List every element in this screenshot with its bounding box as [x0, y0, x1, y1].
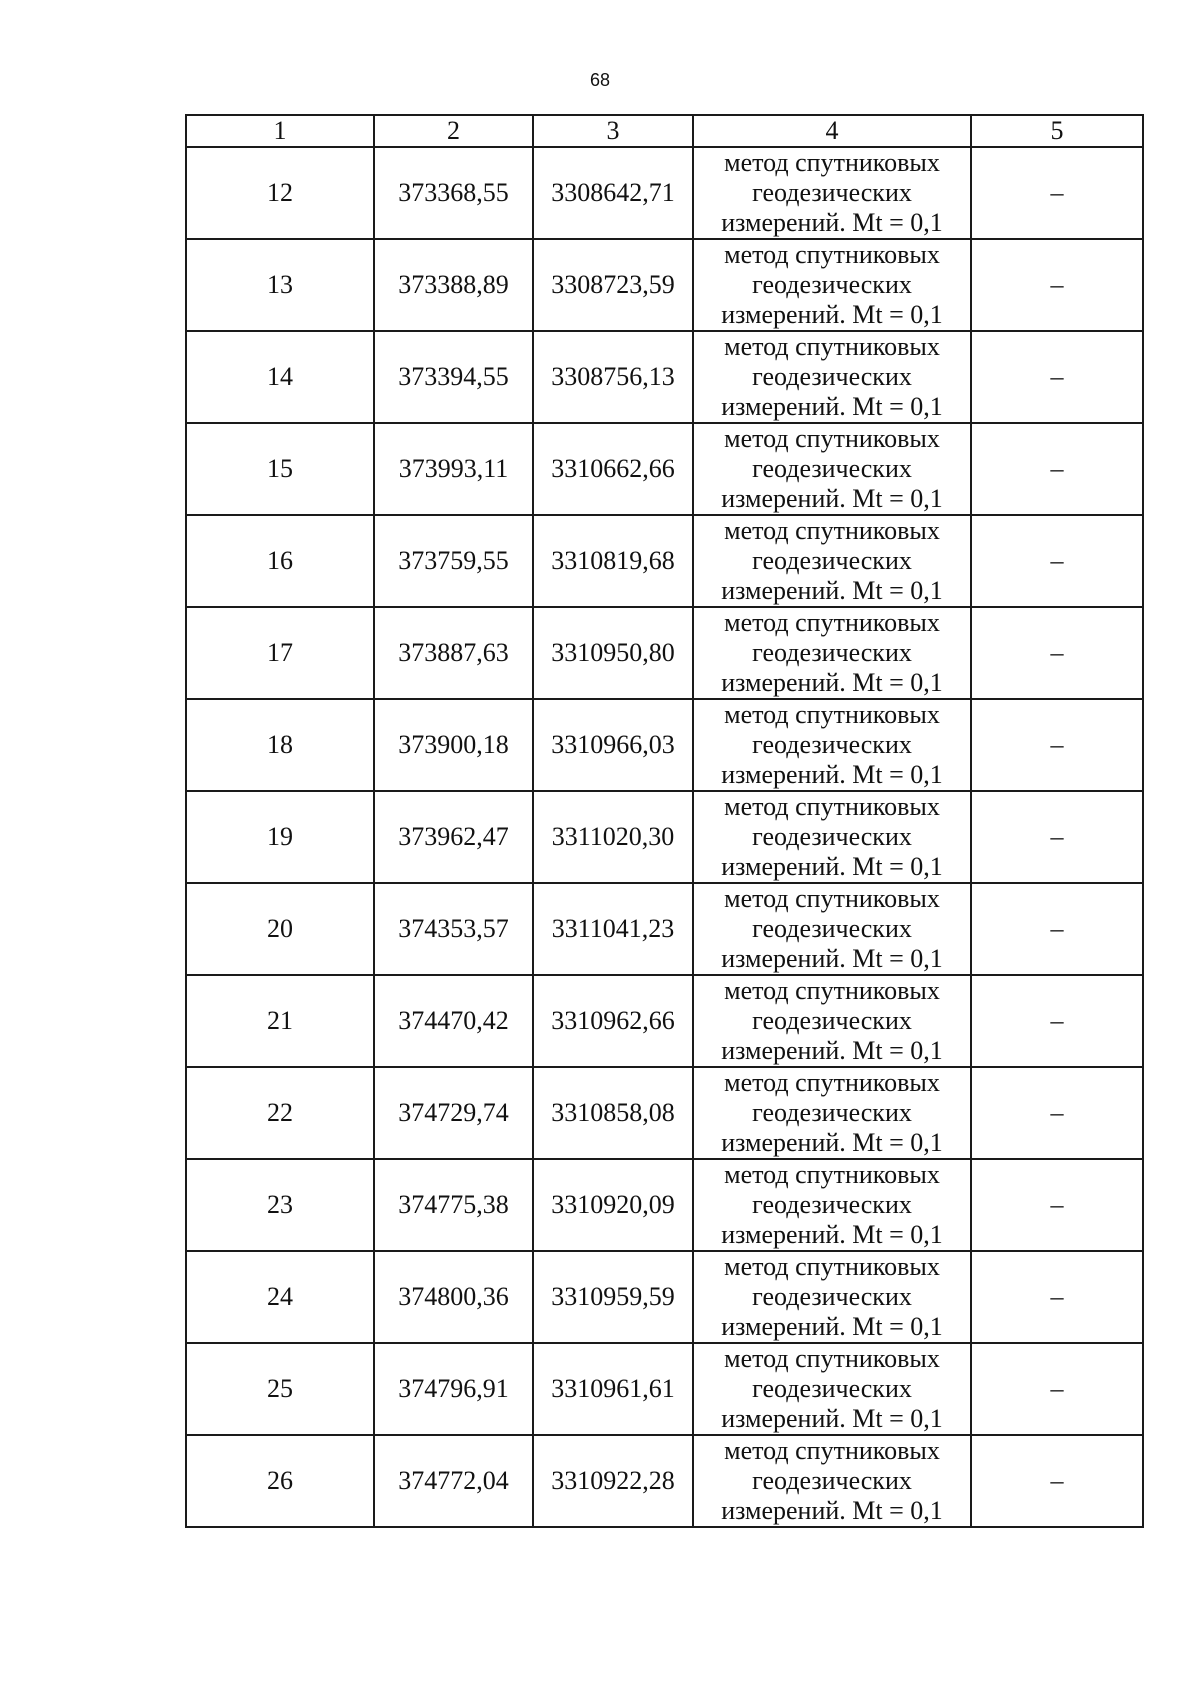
method-cell — [693, 607, 971, 699]
note-cell: – — [971, 699, 1143, 791]
table-row — [186, 239, 1143, 331]
method-cell — [693, 699, 971, 791]
method-line: геодезических — [752, 822, 912, 851]
method-line: метод спутниковых — [724, 332, 940, 361]
y-coordinate-cell: 3310959,59 — [533, 1251, 693, 1343]
point-number-cell: 14 — [186, 331, 374, 423]
table-row — [186, 423, 1143, 515]
method-line: измерений. Mt = 0,1 — [721, 944, 943, 973]
method-line: метод спутниковых — [724, 1344, 940, 1373]
method-line: измерений. Mt = 0,1 — [721, 1404, 943, 1433]
method-line: метод спутниковых — [724, 1436, 940, 1465]
method-line: геодезических — [752, 914, 912, 943]
method-line: метод спутниковых — [724, 792, 940, 821]
x-coordinate-cell: 373993,11 — [374, 423, 533, 515]
method-line: геодезических — [752, 178, 912, 207]
note-cell: – — [971, 147, 1143, 239]
table-body — [186, 147, 1143, 1527]
point-number-cell: 19 — [186, 791, 374, 883]
page-number: 68 — [589, 70, 611, 90]
method-line: измерений. Mt = 0,1 — [721, 1220, 943, 1249]
point-number-cell: 16 — [186, 515, 374, 607]
method-cell — [693, 1067, 971, 1159]
y-coordinate-cell: 3310922,28 — [533, 1435, 693, 1527]
column-header: 3 — [533, 115, 693, 147]
method-line: метод спутниковых — [724, 1160, 940, 1189]
method-line: метод спутниковых — [724, 240, 940, 269]
y-coordinate-cell: 3310662,66 — [533, 423, 693, 515]
header-row — [186, 115, 1143, 147]
point-number-cell: 12 — [186, 147, 374, 239]
point-number-cell: 23 — [186, 1159, 374, 1251]
method-line: измерений. Mt = 0,1 — [721, 668, 943, 697]
table-row — [186, 1159, 1143, 1251]
method-line: измерений. Mt = 0,1 — [721, 484, 943, 513]
point-number-cell: 15 — [186, 423, 374, 515]
y-coordinate-cell: 3311020,30 — [533, 791, 693, 883]
method-cell — [693, 975, 971, 1067]
method-cell — [693, 883, 971, 975]
x-coordinate-cell: 373900,18 — [374, 699, 533, 791]
method-line: метод спутниковых — [724, 1252, 940, 1281]
table-row — [186, 147, 1143, 239]
point-number-cell: 18 — [186, 699, 374, 791]
method-line: измерений. Mt = 0,1 — [721, 852, 943, 881]
x-coordinate-cell: 374353,57 — [374, 883, 533, 975]
method-line: геодезических — [752, 1190, 912, 1219]
note-cell: – — [971, 1251, 1143, 1343]
table-row — [186, 1251, 1143, 1343]
note-cell: – — [971, 607, 1143, 699]
x-coordinate-cell: 373394,55 — [374, 331, 533, 423]
note-cell: – — [971, 331, 1143, 423]
method-line: метод спутниковых — [724, 884, 940, 913]
method-line: геодезических — [752, 1466, 912, 1495]
point-number-cell: 25 — [186, 1343, 374, 1435]
method-line: измерений. Mt = 0,1 — [721, 300, 943, 329]
table-row — [186, 883, 1143, 975]
point-number-cell: 21 — [186, 975, 374, 1067]
method-line: метод спутниковых — [724, 424, 940, 453]
note-cell: – — [971, 1159, 1143, 1251]
x-coordinate-cell: 373962,47 — [374, 791, 533, 883]
method-line: метод спутниковых — [724, 516, 940, 545]
point-number-cell: 22 — [186, 1067, 374, 1159]
method-cell — [693, 791, 971, 883]
point-number-cell: 24 — [186, 1251, 374, 1343]
method-line: геодезических — [752, 1374, 912, 1403]
method-line: геодезических — [752, 546, 912, 575]
y-coordinate-cell: 3310966,03 — [533, 699, 693, 791]
method-cell — [693, 1435, 971, 1527]
x-coordinate-cell: 374729,74 — [374, 1067, 533, 1159]
method-line: измерений. Mt = 0,1 — [721, 1496, 943, 1525]
coordinates-table — [185, 114, 1144, 1528]
method-line: метод спутниковых — [724, 976, 940, 1005]
method-cell — [693, 1251, 971, 1343]
y-coordinate-cell: 3310962,66 — [533, 975, 693, 1067]
method-line: измерений. Mt = 0,1 — [721, 1036, 943, 1065]
point-number-cell: 20 — [186, 883, 374, 975]
note-cell: – — [971, 1067, 1143, 1159]
method-line: измерений. Mt = 0,1 — [721, 576, 943, 605]
table-row — [186, 1067, 1143, 1159]
method-cell — [693, 331, 971, 423]
column-header: 2 — [374, 115, 533, 147]
method-cell — [693, 423, 971, 515]
method-line: измерений. Mt = 0,1 — [721, 1128, 943, 1157]
method-line: геодезических — [752, 730, 912, 759]
note-cell: – — [971, 791, 1143, 883]
x-coordinate-cell: 374800,36 — [374, 1251, 533, 1343]
y-coordinate-cell: 3310920,09 — [533, 1159, 693, 1251]
table-row — [186, 607, 1143, 699]
method-line: геодезических — [752, 638, 912, 667]
point-number-cell: 13 — [186, 239, 374, 331]
note-cell: – — [971, 1435, 1143, 1527]
note-cell: – — [971, 975, 1143, 1067]
x-coordinate-cell: 374772,04 — [374, 1435, 533, 1527]
note-cell: – — [971, 1343, 1143, 1435]
method-line: геодезических — [752, 270, 912, 299]
point-number-cell: 26 — [186, 1435, 374, 1527]
method-line: метод спутниковых — [724, 700, 940, 729]
y-coordinate-cell: 3310950,80 — [533, 607, 693, 699]
method-cell — [693, 1159, 971, 1251]
table-row — [186, 331, 1143, 423]
table-row — [186, 1343, 1143, 1435]
x-coordinate-cell: 374470,42 — [374, 975, 533, 1067]
x-coordinate-cell: 373759,55 — [374, 515, 533, 607]
method-line: метод спутниковых — [724, 1068, 940, 1097]
method-line: метод спутниковых — [724, 148, 940, 177]
y-coordinate-cell: 3310858,08 — [533, 1067, 693, 1159]
y-coordinate-cell: 3308756,13 — [533, 331, 693, 423]
note-cell: – — [971, 515, 1143, 607]
column-header: 1 — [186, 115, 374, 147]
method-line: измерений. Mt = 0,1 — [721, 392, 943, 421]
table-row — [186, 975, 1143, 1067]
x-coordinate-cell: 374775,38 — [374, 1159, 533, 1251]
method-line: геодезических — [752, 362, 912, 391]
method-line: измерений. Mt = 0,1 — [721, 208, 943, 237]
method-cell — [693, 1343, 971, 1435]
point-number-cell: 17 — [186, 607, 374, 699]
method-line: геодезических — [752, 1006, 912, 1035]
column-header: 5 — [971, 115, 1143, 147]
y-coordinate-cell: 3310961,61 — [533, 1343, 693, 1435]
x-coordinate-cell: 374796,91 — [374, 1343, 533, 1435]
method-line: геодезических — [752, 1098, 912, 1127]
method-line: измерений. Mt = 0,1 — [721, 760, 943, 789]
table-row — [186, 515, 1143, 607]
x-coordinate-cell: 373368,55 — [374, 147, 533, 239]
table-row — [186, 1435, 1143, 1527]
method-line: геодезических — [752, 1282, 912, 1311]
method-line: метод спутниковых — [724, 608, 940, 637]
note-cell: – — [971, 423, 1143, 515]
note-cell: – — [971, 883, 1143, 975]
method-cell — [693, 515, 971, 607]
x-coordinate-cell: 373887,63 — [374, 607, 533, 699]
method-line: геодезических — [752, 454, 912, 483]
x-coordinate-cell: 373388,89 — [374, 239, 533, 331]
table-row — [186, 699, 1143, 791]
y-coordinate-cell: 3308642,71 — [533, 147, 693, 239]
note-cell: – — [971, 239, 1143, 331]
method-line: измерений. Mt = 0,1 — [721, 1312, 943, 1341]
table-row — [186, 791, 1143, 883]
y-coordinate-cell: 3310819,68 — [533, 515, 693, 607]
y-coordinate-cell: 3311041,23 — [533, 883, 693, 975]
method-cell — [693, 239, 971, 331]
method-cell — [693, 147, 971, 239]
y-coordinate-cell: 3308723,59 — [533, 239, 693, 331]
column-header: 4 — [693, 115, 971, 147]
